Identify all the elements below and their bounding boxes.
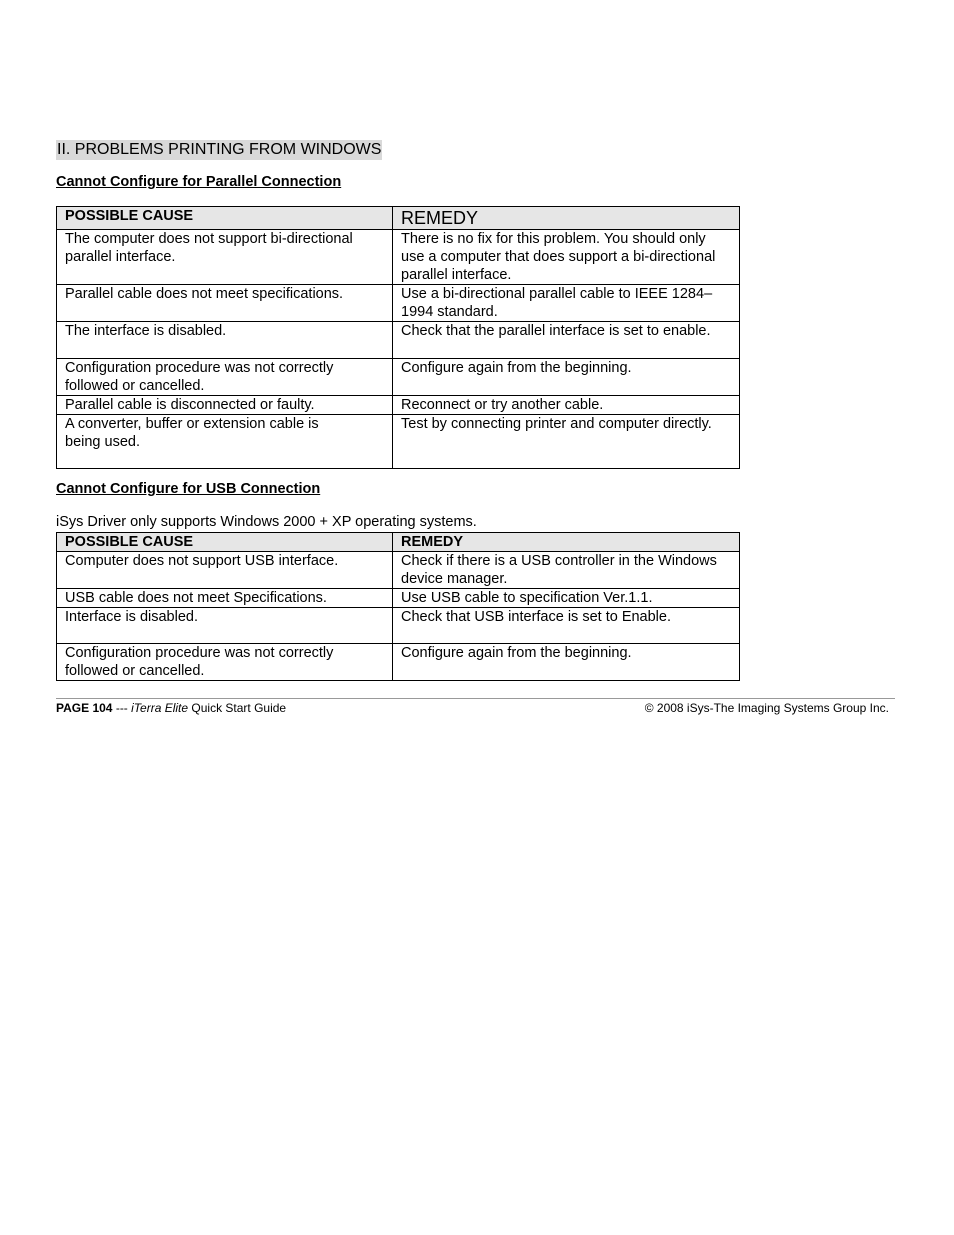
product-name: iTerra Elite bbox=[131, 701, 189, 715]
table-row bbox=[57, 230, 740, 285]
remedy-cell: Check that the parallel interface is set to enable. bbox=[393, 322, 740, 359]
table-row bbox=[57, 552, 740, 589]
table-row bbox=[57, 644, 740, 681]
page-number: PAGE 104 bbox=[56, 701, 113, 715]
table-row bbox=[57, 285, 740, 322]
cause-cell: The computer does not support bi-directional parallel interface. bbox=[57, 230, 393, 285]
cause-cell: A converter, buffer or extension cable is being used. bbox=[57, 415, 393, 469]
table-row bbox=[57, 589, 740, 608]
table-row bbox=[57, 322, 740, 359]
remedy-cell: Check if there is a USB controller in the Windows device manager. bbox=[393, 552, 740, 589]
footer-page-info bbox=[56, 701, 286, 715]
remedy-cell: Use USB cable to specification Ver.1.1. bbox=[393, 589, 740, 608]
column-header-remedy: REMEDY bbox=[393, 533, 740, 552]
guide-name: Quick Start Guide bbox=[188, 701, 287, 715]
column-header-cause: POSSIBLE CAUSE bbox=[57, 533, 393, 552]
table-row bbox=[57, 359, 740, 396]
remedy-cell: Test by connecting printer and computer directly. bbox=[393, 415, 740, 469]
column-header-remedy: REMEDY bbox=[393, 207, 740, 230]
cause-cell: Interface is disabled. bbox=[57, 608, 393, 644]
cause-cell: Configuration procedure was not correctly followed or cancelled. bbox=[57, 359, 393, 396]
table-row bbox=[57, 415, 740, 469]
section-title: II. PROBLEMS PRINTING FROM WINDOWS bbox=[57, 141, 382, 158]
remedy-cell: Reconnect or try another cable. bbox=[393, 396, 740, 415]
cause-cell: Configuration procedure was not correctly followed or cancelled. bbox=[57, 644, 393, 681]
remedy-cell: There is no fix for this problem. You should only use a computer that does support a bi-directional parallel interface. bbox=[393, 230, 740, 285]
remedy-cell: Check that USB interface is set to Enable. bbox=[393, 608, 740, 644]
table-row bbox=[57, 608, 740, 644]
footer-separator: --- bbox=[112, 701, 132, 715]
table-row bbox=[57, 396, 740, 415]
usb-intro-text: iSys Driver only supports Windows 2000 + XP operating systems. bbox=[56, 514, 477, 530]
table-header-row bbox=[57, 533, 740, 552]
cause-cell: USB cable does not meet Specifications. bbox=[57, 589, 393, 608]
parallel-heading: Cannot Configure for Parallel Connection bbox=[56, 174, 342, 190]
remedy-cell: Use a bi-directional parallel cable to IEEE 1284– 1994 standard. bbox=[393, 285, 740, 322]
remedy-cell: Configure again from the beginning. bbox=[393, 644, 740, 681]
cause-cell: Computer does not support USB interface. bbox=[57, 552, 393, 589]
column-header-cause: POSSIBLE CAUSE bbox=[57, 207, 393, 230]
table-header-row bbox=[57, 207, 740, 230]
remedy-cell: Configure again from the beginning. bbox=[393, 359, 740, 396]
cause-cell: The interface is disabled. bbox=[57, 322, 393, 359]
footer-copyright: © 2008 iSys-The Imaging Systems Group Inc. bbox=[644, 701, 889, 715]
cause-cell: Parallel cable is disconnected or faulty. bbox=[57, 396, 393, 415]
footer-divider bbox=[56, 698, 895, 699]
usb-heading: Cannot Configure for USB Connection bbox=[56, 481, 321, 497]
cause-cell: Parallel cable does not meet specifications. bbox=[57, 285, 393, 322]
parallel-troubleshooting-table bbox=[56, 206, 740, 469]
usb-troubleshooting-table bbox=[56, 532, 740, 681]
